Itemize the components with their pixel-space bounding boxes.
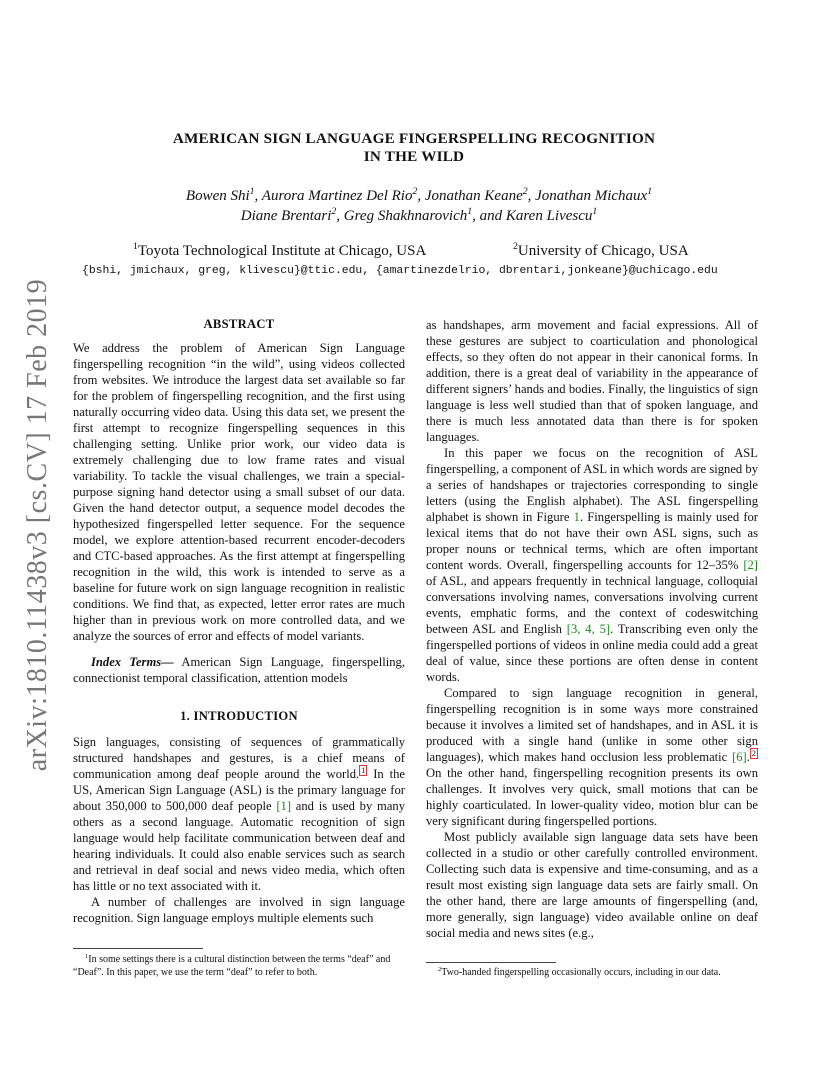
affiliation-2 bbox=[513, 243, 689, 260]
footnote-1 bbox=[73, 953, 408, 979]
footnote-rule bbox=[426, 962, 556, 963]
footnote-rule bbox=[73, 948, 203, 949]
footnote-number: 2 bbox=[438, 966, 442, 974]
paper-title bbox=[0, 130, 828, 166]
author-emails: {bshi, jmichaux, greg, klivescu}@ttic.edu, {amartinezdelrio, dbrentari,jonkeane}@uchicago.edu bbox=[82, 265, 718, 277]
citation-link[interactable]: [6] bbox=[732, 750, 747, 764]
footnote-2 bbox=[426, 966, 761, 979]
footnote-link[interactable]: 1 bbox=[361, 766, 366, 776]
intro-paragraph-5: Most publicly available sign language data sets have been collected in a studio or other carefully controlled environment. Collecting such data is expensive and time-consuming, and as a result most existing sign language data sets are fairly small. On the other hand, there are large amounts of fingerspelling (and, more generally, sign language) video available online on deaf social media and news sites (e.g., bbox=[426, 830, 758, 940]
paragraph-text: Compared to sign language recognition in general, fingerspelling recognition is in some ways more constrained because it involves a limited set of handshapes, and in ASL it is produced with a single hand (unlike in some other sign languages), which makes hand occlusion less problematic bbox=[426, 686, 758, 764]
citation-link[interactable]: [1] bbox=[276, 799, 292, 813]
author-name: Diane Brentari bbox=[240, 208, 332, 224]
intro-paragraph-4: Compared to sign language recognition in general, fingerspelling recognition is in some ways more constrained because it involves a limited set of handshapes, and in ASL it is produced with a single hand (unlike in some other sign languages), which makes hand occlusion less problematic [6]. $^2$ On the other hand, fingerspelling recognition presents its own challenges. It involves very quick, small motions that can be highly coarticulated. In lower-quality video, motion blur can be very significant during fingerspelled portions. bbox=[426, 686, 758, 828]
paragraph-text: of ASL, and appears frequently in technical language, colloquial conversations involving names, conversations involving current events, emphatic forms, and the context of codeswitching between ASL and English bbox=[426, 574, 758, 636]
left-column bbox=[73, 316, 405, 926]
author-name: Aurora Martinez Del Rio bbox=[261, 188, 413, 204]
author-affiliation-mark: 1 bbox=[467, 206, 473, 218]
author-affiliation-mark: 2 bbox=[522, 186, 528, 198]
right-column bbox=[426, 317, 758, 941]
footnote-text: In some settings there is a cultural distinction between the terms “deaf” and “Deaf”. In this paper, we use the term “deaf” to refer to both. bbox=[73, 954, 391, 978]
abstract-heading: ABSTRACT bbox=[203, 317, 275, 331]
title-line-2: IN THE WILD bbox=[363, 148, 465, 165]
citation-link[interactable]: [2] bbox=[743, 558, 758, 572]
intro-paragraph-2: A number of challenges are involved in sign language recognition. Sign language employs multiple elements such bbox=[73, 895, 405, 925]
affiliation-number: 1 bbox=[133, 241, 138, 253]
affiliation-1 bbox=[133, 243, 426, 260]
index-terms bbox=[73, 654, 405, 686]
title-line-1: AMERICAN SIGN LANGUAGE FINGERSPELLING RECOGNITION bbox=[172, 130, 656, 147]
affiliation-name: University of Chicago, USA bbox=[517, 243, 689, 259]
author-affiliation-mark: 2 bbox=[331, 206, 337, 218]
footnote-link[interactable]: 2 bbox=[751, 749, 756, 759]
paragraph-text: In the US, American Sign Language (ASL) is the primary language for about 350,000 to 500,000 deaf people bbox=[73, 767, 405, 813]
introduction-heading: 1. INTRODUCTION bbox=[180, 709, 298, 723]
citation-link[interactable]: [3, 4, 5] bbox=[566, 622, 611, 636]
footnote-text: Two-handed fingerspelling occasionally occurs, including in our data. bbox=[441, 967, 721, 978]
paragraph-text: . Transcribing even only the fingerspelled portions of videos in online media could add a great deal of value, since these portions are often dense in content words. bbox=[426, 622, 758, 684]
abstract-text: We address the problem of American Sign Language fingerspelling recognition “in the wild”, using videos collected from websites. We introduce the largest data set available so far for the problem of fingerspelling recognition, and the first using naturally occurring video data. Using this data set, we present the first attempt to recognize fingerspelling sequences in this challenging setting. Unlike prior work, our video data is extremely challenging due to low frame rates and visual variability. To tackle the visual challenges, we train a special-purpose signing hand detector using a small subset of our data. Given the hand detector output, a sequence model decodes the hypothesized fingerspelled letter sequence. For the sequence model, we explore attention-based recurrent encoder-decoders and CTC-based approaches. As the first attempt at fingerspelling recognition in the wild, this work is intended to serve as a baseline for future work on sign language recognition in realistic conditions. We find that, as expected, letter error rates are much higher than in previous work on more controlled data, and we analyze the sources of error and effects of model variants. bbox=[73, 341, 405, 643]
author-line-1: Bowen Shi$^1$, Aurora Martinez Del Rio$^2$, Jonathan Keane$^2$, Jonathan Michaux$^1$ bbox=[185, 186, 653, 204]
author-name: Greg Shakhnarovich bbox=[343, 208, 468, 224]
paragraph-text: Sign languages, consisting of sequences of grammatically structured handshapes and gestures, is a chief means of communication among deaf people around the world. bbox=[73, 735, 405, 781]
paragraph-text: and is used by many others as a second language. Automatic recognition of sign language would help facilitate communication between deaf and hearing individuals. It could also enable services such as search and retrieval in deaf social and news video media, which often has little or no text associated with it. bbox=[73, 799, 405, 893]
index-terms-text: American Sign Language, fingerspelling, connectionist temporal classification, attention models bbox=[73, 655, 405, 685]
author-affiliation-mark: 1 bbox=[249, 186, 255, 198]
author-name: Karen Livescu bbox=[505, 208, 593, 224]
footnote-number: 1 bbox=[85, 953, 89, 961]
paragraph-text: . Fingerspelling is mainly used for lexical items that do not have their own ASL signs, such as proper nouns or technical terms, which are often important content words. Overall, fingerspelling accounts for 12–35% bbox=[426, 510, 758, 572]
index-terms-label: Index Terms— bbox=[91, 655, 174, 669]
arxiv-identifier bbox=[8, 278, 68, 772]
author-affiliation-mark: 2 bbox=[412, 186, 418, 198]
author-affiliation-mark: 1 bbox=[592, 206, 598, 218]
arxiv-identifier-text: arXiv:1810.11438v3 [cs.CV] 17 Feb 2019 bbox=[22, 278, 53, 772]
intro-paragraph-2-continued: as handshapes, arm movement and facial expressions. All of these gestures are subject to coarticulation and phonological effects, so they often do not appear in their canonical forms. In addition, there is a great deal of variability in the appearance of different signers’ hands and bodies. Finally, the linguistics of sign language is less well studied than that of spoken language, and there is much less annotated data than there is for spoken languages. bbox=[426, 318, 758, 444]
author-name: Jonathan Keane bbox=[424, 188, 523, 204]
paragraph-text: On the other hand, fingerspelling recognition presents its own challenges. It involves very quick, small motions that can be highly coarticulated. In lower-quality video, motion blur can be very significant during fingerspelled portions. bbox=[426, 766, 758, 828]
figure-link[interactable]: 1 bbox=[573, 510, 580, 524]
author-name: Jonathan Michaux bbox=[535, 188, 648, 204]
author-conjunction: and bbox=[479, 208, 503, 224]
paragraph-text: In this paper we focus on the recognition of ASL fingerspelling, a component of ASL in which words are signed by a series of handshapes or trajectories corresponding to single letters (using the English alphabet). The ASL fingerspelling alphabet is shown in Figure bbox=[426, 446, 758, 524]
author-affiliation-mark: 1 bbox=[647, 186, 653, 198]
intro-paragraph-3 bbox=[426, 445, 758, 685]
author-line-2: Diane Brentari$^2$, Greg Shakhnarovich$^1$, and Karen Livescu$^1$ bbox=[240, 206, 598, 224]
affiliation-name: Toyota Technological Institute at Chicago, USA bbox=[137, 243, 427, 259]
author-list bbox=[0, 186, 828, 226]
intro-paragraph-1 bbox=[73, 734, 405, 894]
author-name: Bowen Shi bbox=[185, 188, 250, 204]
affiliation-number: 2 bbox=[513, 241, 518, 253]
